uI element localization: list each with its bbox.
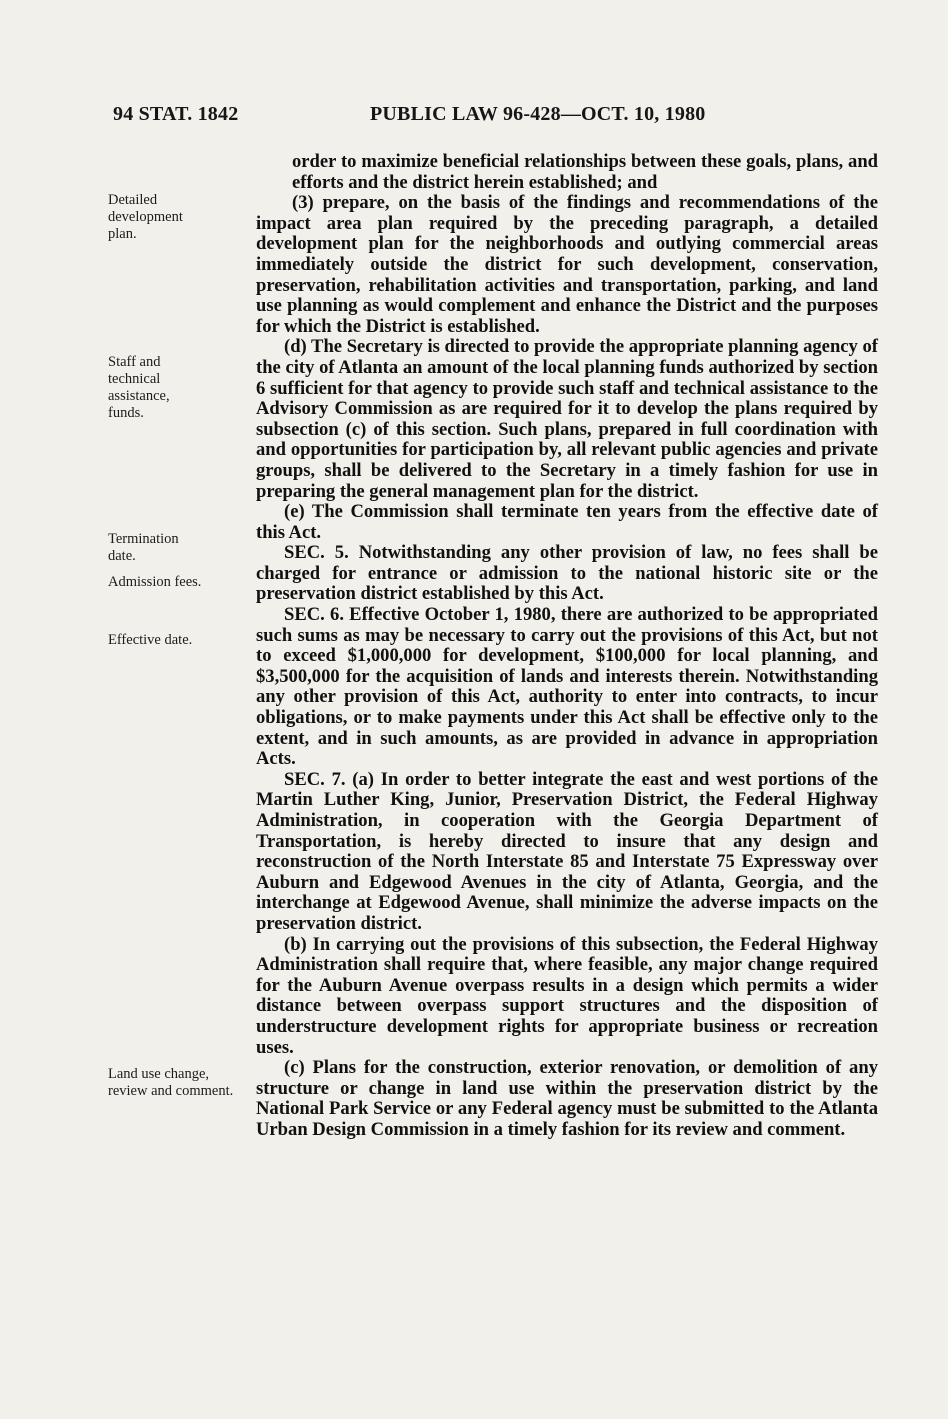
paragraph-continuation: order to maximize beneficial relationships between these goals, plans, and efforts and the district herein established; and xyxy=(292,151,878,193)
paragraph-section-7b: (b) In carrying out the provisions of this subsection, the Federal Highway Administration shall require that, where feasible, any major change required for the Auburn Avenue overpass results in a design which permits a wider distance between overpass support structures and the disposition of understructure development rights for appropriate business or recreation uses. xyxy=(256,933,878,1058)
bleed-through-ghost xyxy=(60,155,170,172)
margin-note-detailed-development-plan: Detailed development plan. xyxy=(108,192,183,242)
paragraph-section-6: SEC. 6. Effective October 1, 1980, there are authorized to be appropriated such sums as may be necessary to carry out the provisions of this Act, but not to exceed $1,000,000 for development, $100,000 for local planning, and $3,500,000 for the acquisition of lands and interests therein. Notwithstanding any other provision of this Act, authority to enter into contracts, to incur obligations, or to make payments under this Act shall be effective only to the extent, and in such amounts, as are provided in advance in appropriation Acts. xyxy=(256,604,878,770)
page-header xyxy=(113,103,753,133)
paragraph-subsection-d: (d) The Secretary is directed to provide the appropriate planning agency of the city of Atlanta an amount of the local planning funds authorized by section 6 sufficient for that agency to provide such staff and technical assistance to the Advisory Commission as are required for it to develop the plans required by subsection (c) of this section. Such plans, prepared in full coordination with and opportunities for participation by, all relevant public agencies and private groups, shall be delivered to the Secretary in a timely fashion for use in preparing the general management plan for the district. xyxy=(256,336,878,502)
public-law-title: PUBLIC LAW 96-428—OCT. 10, 1980 xyxy=(370,103,706,125)
paragraph-section-7c: (c) Plans for the construction, exterior renovation, or demolition of any structure or change in land use within the preservation district by the National Park Service or any Federal agency must be submitted to the Atlanta Urban Design Commission in a timely fashion for its review and comment. xyxy=(256,1057,878,1140)
statute-page-number: 94 STAT. 1842 xyxy=(113,103,239,125)
statute-body xyxy=(256,152,878,1141)
paragraph-section-5: SEC. 5. Notwithstanding any other provision of law, no fees shall be charged for entrance or admission to the national historic site or the preservation district established by this Act. xyxy=(256,542,878,605)
margin-note-termination-date: Termination date. xyxy=(108,531,179,564)
paragraph-section-7a: SEC. 7. (a) In order to better integrate the east and west portions of the Martin Luther King, Junior, Preservation District, the Federal Highway Administration, in cooperation with the Georgia Department of Transportation, is hereby directed to insure that any design and reconstruction of the North Interstate 85 and Interstate 75 Expressway over Auburn and Edgewood Avenues in the city of Atlanta, Georgia, and the interchange at Edgewood Avenue, shall minimize the adverse impacts on the preservation district. xyxy=(256,768,878,934)
margin-note-admission-fees: Admission fees. xyxy=(108,574,202,590)
margin-note-land-use-change: Land use change, review and comment. xyxy=(108,1066,234,1099)
paragraph-subsection-e: (e) The Commission shall terminate ten years from the effective date of this Act. xyxy=(256,501,878,543)
margin-note-staff-technical-assistance: Staff and technical assistance, funds. xyxy=(108,354,170,421)
paragraph-item-3: (3) prepare, on the basis of the findings and recommendations of the impact area plan required by the preceding paragraph, a detailed development plan for the neighborhoods and outlying commercial areas immediately outside the district for such development, conservation, preservation, rehabilitation activities and transportation, parking, and land use planning as would complement and enhance the District and the purposes for which the District is established. xyxy=(256,192,878,337)
margin-note-effective-date: Effective date. xyxy=(108,632,193,648)
